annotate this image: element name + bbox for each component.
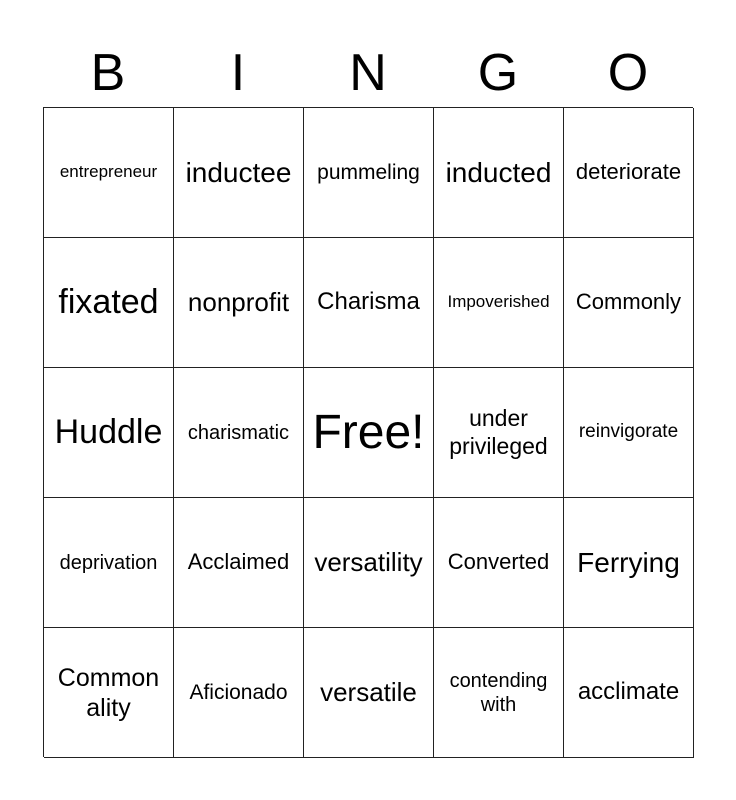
header-letter-g: G: [477, 44, 519, 102]
cell-label: acclimate: [577, 678, 680, 706]
bingo-cell[interactable]: [304, 238, 434, 368]
bingo-cell[interactable]: [304, 498, 434, 628]
bingo-cell[interactable]: [44, 368, 174, 498]
cell-label: inducted: [445, 156, 552, 188]
bingo-cell[interactable]: [564, 368, 694, 498]
bingo-cell[interactable]: [174, 238, 304, 368]
cell-label: versatile: [320, 676, 417, 707]
free-space-label: Free!: [312, 405, 425, 459]
cell-label: Huddle: [54, 413, 163, 452]
bingo-cell[interactable]: [174, 498, 304, 628]
bingo-cell[interactable]: [174, 628, 304, 758]
bingo-cell[interactable]: [174, 368, 304, 498]
bingo-cell[interactable]: [174, 108, 304, 238]
bingo-cell[interactable]: [434, 498, 564, 628]
cell-label: deprivation: [59, 551, 158, 574]
bingo-cell free-space[interactable]: [304, 368, 434, 498]
cell-label: Commonly: [575, 289, 682, 315]
bingo-cell[interactable]: [44, 628, 174, 758]
bingo-cell[interactable]: [564, 238, 694, 368]
bingo-cell[interactable]: [564, 498, 694, 628]
cell-label: reinvigorate: [578, 421, 679, 443]
bingo-board: [43, 107, 693, 757]
bingo-cell[interactable]: [434, 238, 564, 368]
bingo-cell[interactable]: [434, 628, 564, 758]
header-letter-n: N: [349, 44, 387, 102]
cell-label: charismatic: [187, 421, 290, 444]
cell-label: Common ality: [57, 663, 160, 722]
cell-label: Impoverished: [447, 292, 550, 312]
cell-label: pummeling: [317, 160, 420, 184]
cell-label: fixated: [58, 283, 159, 322]
cell-label: Aficionado: [189, 680, 288, 704]
cell-label: contending with: [449, 669, 548, 716]
header-letter-i: I: [230, 44, 246, 102]
bingo-cell[interactable]: [564, 628, 694, 758]
cell-label: versatility: [314, 546, 423, 577]
cell-label: deteriorate: [575, 159, 682, 185]
cell-label: Ferrying: [577, 546, 680, 578]
bingo-cell[interactable]: [434, 368, 564, 498]
bingo-cell[interactable]: [434, 108, 564, 238]
cell-label: Charisma: [317, 288, 420, 316]
bingo-cell[interactable]: [304, 108, 434, 238]
cell-label: Acclaimed: [187, 549, 290, 575]
bingo-header: [43, 40, 693, 106]
cell-label: nonprofit: [187, 286, 290, 317]
bingo-cell[interactable]: [304, 628, 434, 758]
bingo-cell[interactable]: [44, 498, 174, 628]
header-letter-o: O: [607, 44, 649, 102]
header-letter-b: B: [90, 44, 126, 102]
cell-label: under privileged: [449, 404, 548, 459]
cell-label: entrepreneur: [59, 162, 158, 182]
cell-label: inductee: [185, 156, 292, 188]
bingo-cell[interactable]: [44, 238, 174, 368]
bingo-cell[interactable]: [44, 108, 174, 238]
cell-label: Converted: [447, 549, 550, 575]
bingo-cell[interactable]: [564, 108, 694, 238]
